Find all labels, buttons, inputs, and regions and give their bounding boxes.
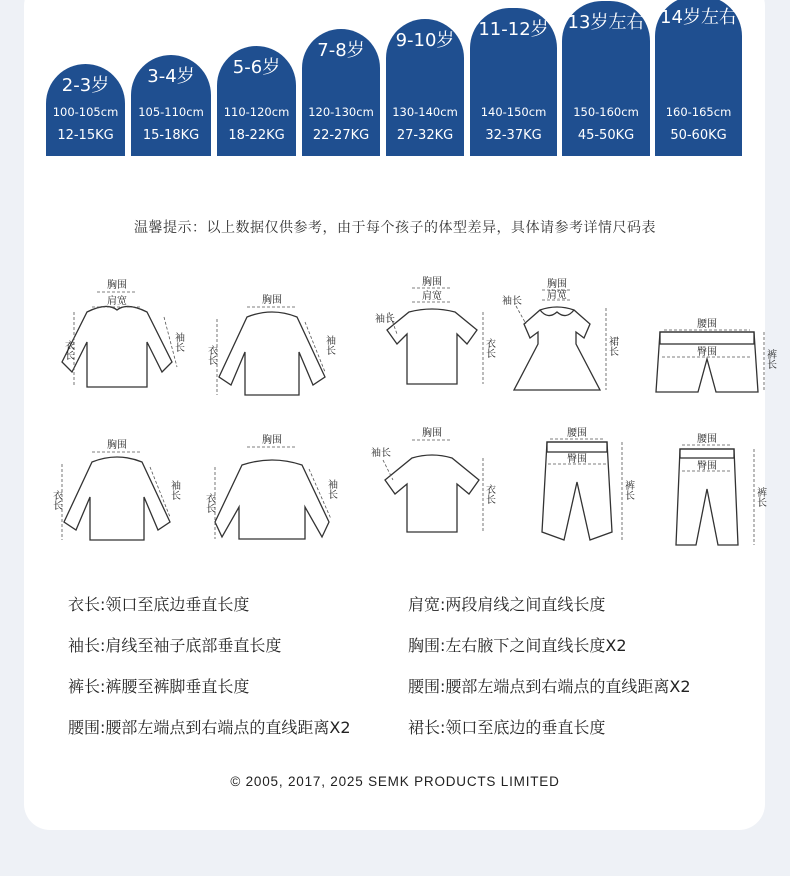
measure-label: 裤长 [764,349,776,369]
size-age: 13岁左右 [567,12,645,33]
garment-diagram-jogger-pants [512,422,642,547]
definition-item: 衣长:领口至底边垂直长度 [68,595,250,614]
garment-diagram-tshirt [367,272,497,397]
garment-icon [492,272,622,397]
definition-item: 肩宽:两段肩线之间直线长度 [408,595,606,614]
size-bar [470,8,557,156]
garment-icon [367,420,497,545]
garment-icon [367,272,497,397]
size-age: 5-6岁 [232,57,281,78]
measure-label: 腰围 [697,434,717,445]
measure-label: 袖长 [172,332,184,352]
size-weight: 50-60KG [670,128,727,143]
size-height: 160-165cm [665,105,732,119]
size-age: 9-10岁 [395,30,455,51]
size-weight: 27-32KG [396,128,454,143]
garment-diagram-sweater-raglan [52,422,182,547]
measure-label: 胸围 [107,440,127,451]
measure-label: 腰围 [567,428,587,439]
measure-label: 裤长 [622,480,634,500]
measure-label: 袖长 [502,296,522,307]
measure-label: 胸围 [547,279,567,290]
tip-text: 温馨提示：以上数据仅供参考，由于每个孩子的体型差异，具体请参考详情尺码表 [134,220,656,236]
garment-icon [512,422,642,547]
size-weight: 22-27KG [312,128,370,143]
garment-diagram-tshirt-raglan [367,420,497,545]
size-bar [302,29,380,156]
measure-label: 胸围 [262,435,282,446]
size-bar [46,64,125,156]
measure-label: 臀围 [697,461,717,472]
measure-label: 胸围 [262,295,282,306]
size-height: 120-130cm [308,105,374,119]
size-height: 105-110cm [138,105,204,119]
measure-label: 肩宽 [422,291,442,302]
garment-icon [203,427,337,552]
measure-label: 裙长 [606,336,618,356]
garment-icon [642,427,772,552]
measure-label: 衣长 [203,493,215,513]
definition-item: 裙长:领口至底边的垂直长度 [408,718,606,737]
size-height: 150-160cm [573,105,639,119]
garment-diagram-sweatshirt-cuffed [203,427,337,552]
definition-item: 胸围:左右腋下之间直线长度X2 [408,636,627,655]
size-weight: 15-18KG [142,128,200,143]
measure-label: 袖长 [168,480,180,500]
size-bar [386,19,464,156]
measure-label: 袖长 [375,314,395,325]
garment-icon [52,272,182,397]
measure-label: 衣长 [62,340,74,360]
size-age: 2-3岁 [61,75,110,96]
size-bar [562,1,650,156]
definition-item: 袖长:肩线至袖子底部垂直长度 [68,636,282,655]
garment-diagram-sweater-set-in [52,272,182,397]
measure-label: 臀围 [697,347,717,358]
measure-label: 胸围 [107,280,127,291]
measure-label: 衣长 [50,490,62,510]
definition-item: 腰围:腰部左端点到右端点的直线距离X2 [68,718,351,737]
measure-label: 衣长 [483,484,495,504]
measure-label: 腰围 [697,319,717,330]
garment-diagram-grid [50,272,776,562]
size-age: 7-8岁 [317,40,365,61]
garment-icon [52,422,182,547]
size-bar [217,46,296,156]
garment-icon [207,277,337,402]
garment-diagram-dress [492,272,622,397]
size-height: 130-140cm [392,105,458,119]
definition-item: 裤长:裤腰至裤脚垂直长度 [68,677,250,696]
size-weight: 32-37KG [485,128,542,143]
garment-diagram-shorts [642,287,776,412]
size-height: 140-150cm [480,105,547,119]
measure-label: 臀围 [567,454,587,465]
measure-label: 袖长 [325,479,337,499]
size-bar [655,0,742,156]
measure-label: 肩宽 [547,290,567,301]
size-weight: 12-15KG [57,128,114,143]
size-age: 3-4岁 [147,66,195,87]
size-height: 110-120cm [223,105,290,119]
garment-icon [642,287,776,412]
size-bars [0,0,790,160]
measure-label: 衣长 [483,338,495,358]
measure-label: 肩宽 [107,296,127,307]
size-age: 14岁左右 [660,7,737,28]
garment-diagram-pants [642,427,772,552]
measure-label: 胸围 [422,277,442,288]
size-weight: 18-22KG [228,128,285,143]
measure-label: 袖长 [371,448,391,459]
measure-label: 衣长 [205,345,217,365]
measure-label: 袖长 [323,335,335,355]
copyright-text: © 2005, 2017, 2025 SEMK PRODUCTS LIMITED [230,774,560,789]
size-age: 11-12岁 [478,19,549,40]
measure-label: 胸围 [422,428,442,439]
garment-diagram-sweater-raglan [207,277,337,402]
measure-label: 裤长 [754,487,766,507]
size-height: 100-105cm [52,105,119,119]
size-weight: 45-50KG [577,128,635,143]
size-bar [131,55,211,156]
definition-item: 腰围:腰部左端点到右端点的直线距离X2 [408,677,691,696]
